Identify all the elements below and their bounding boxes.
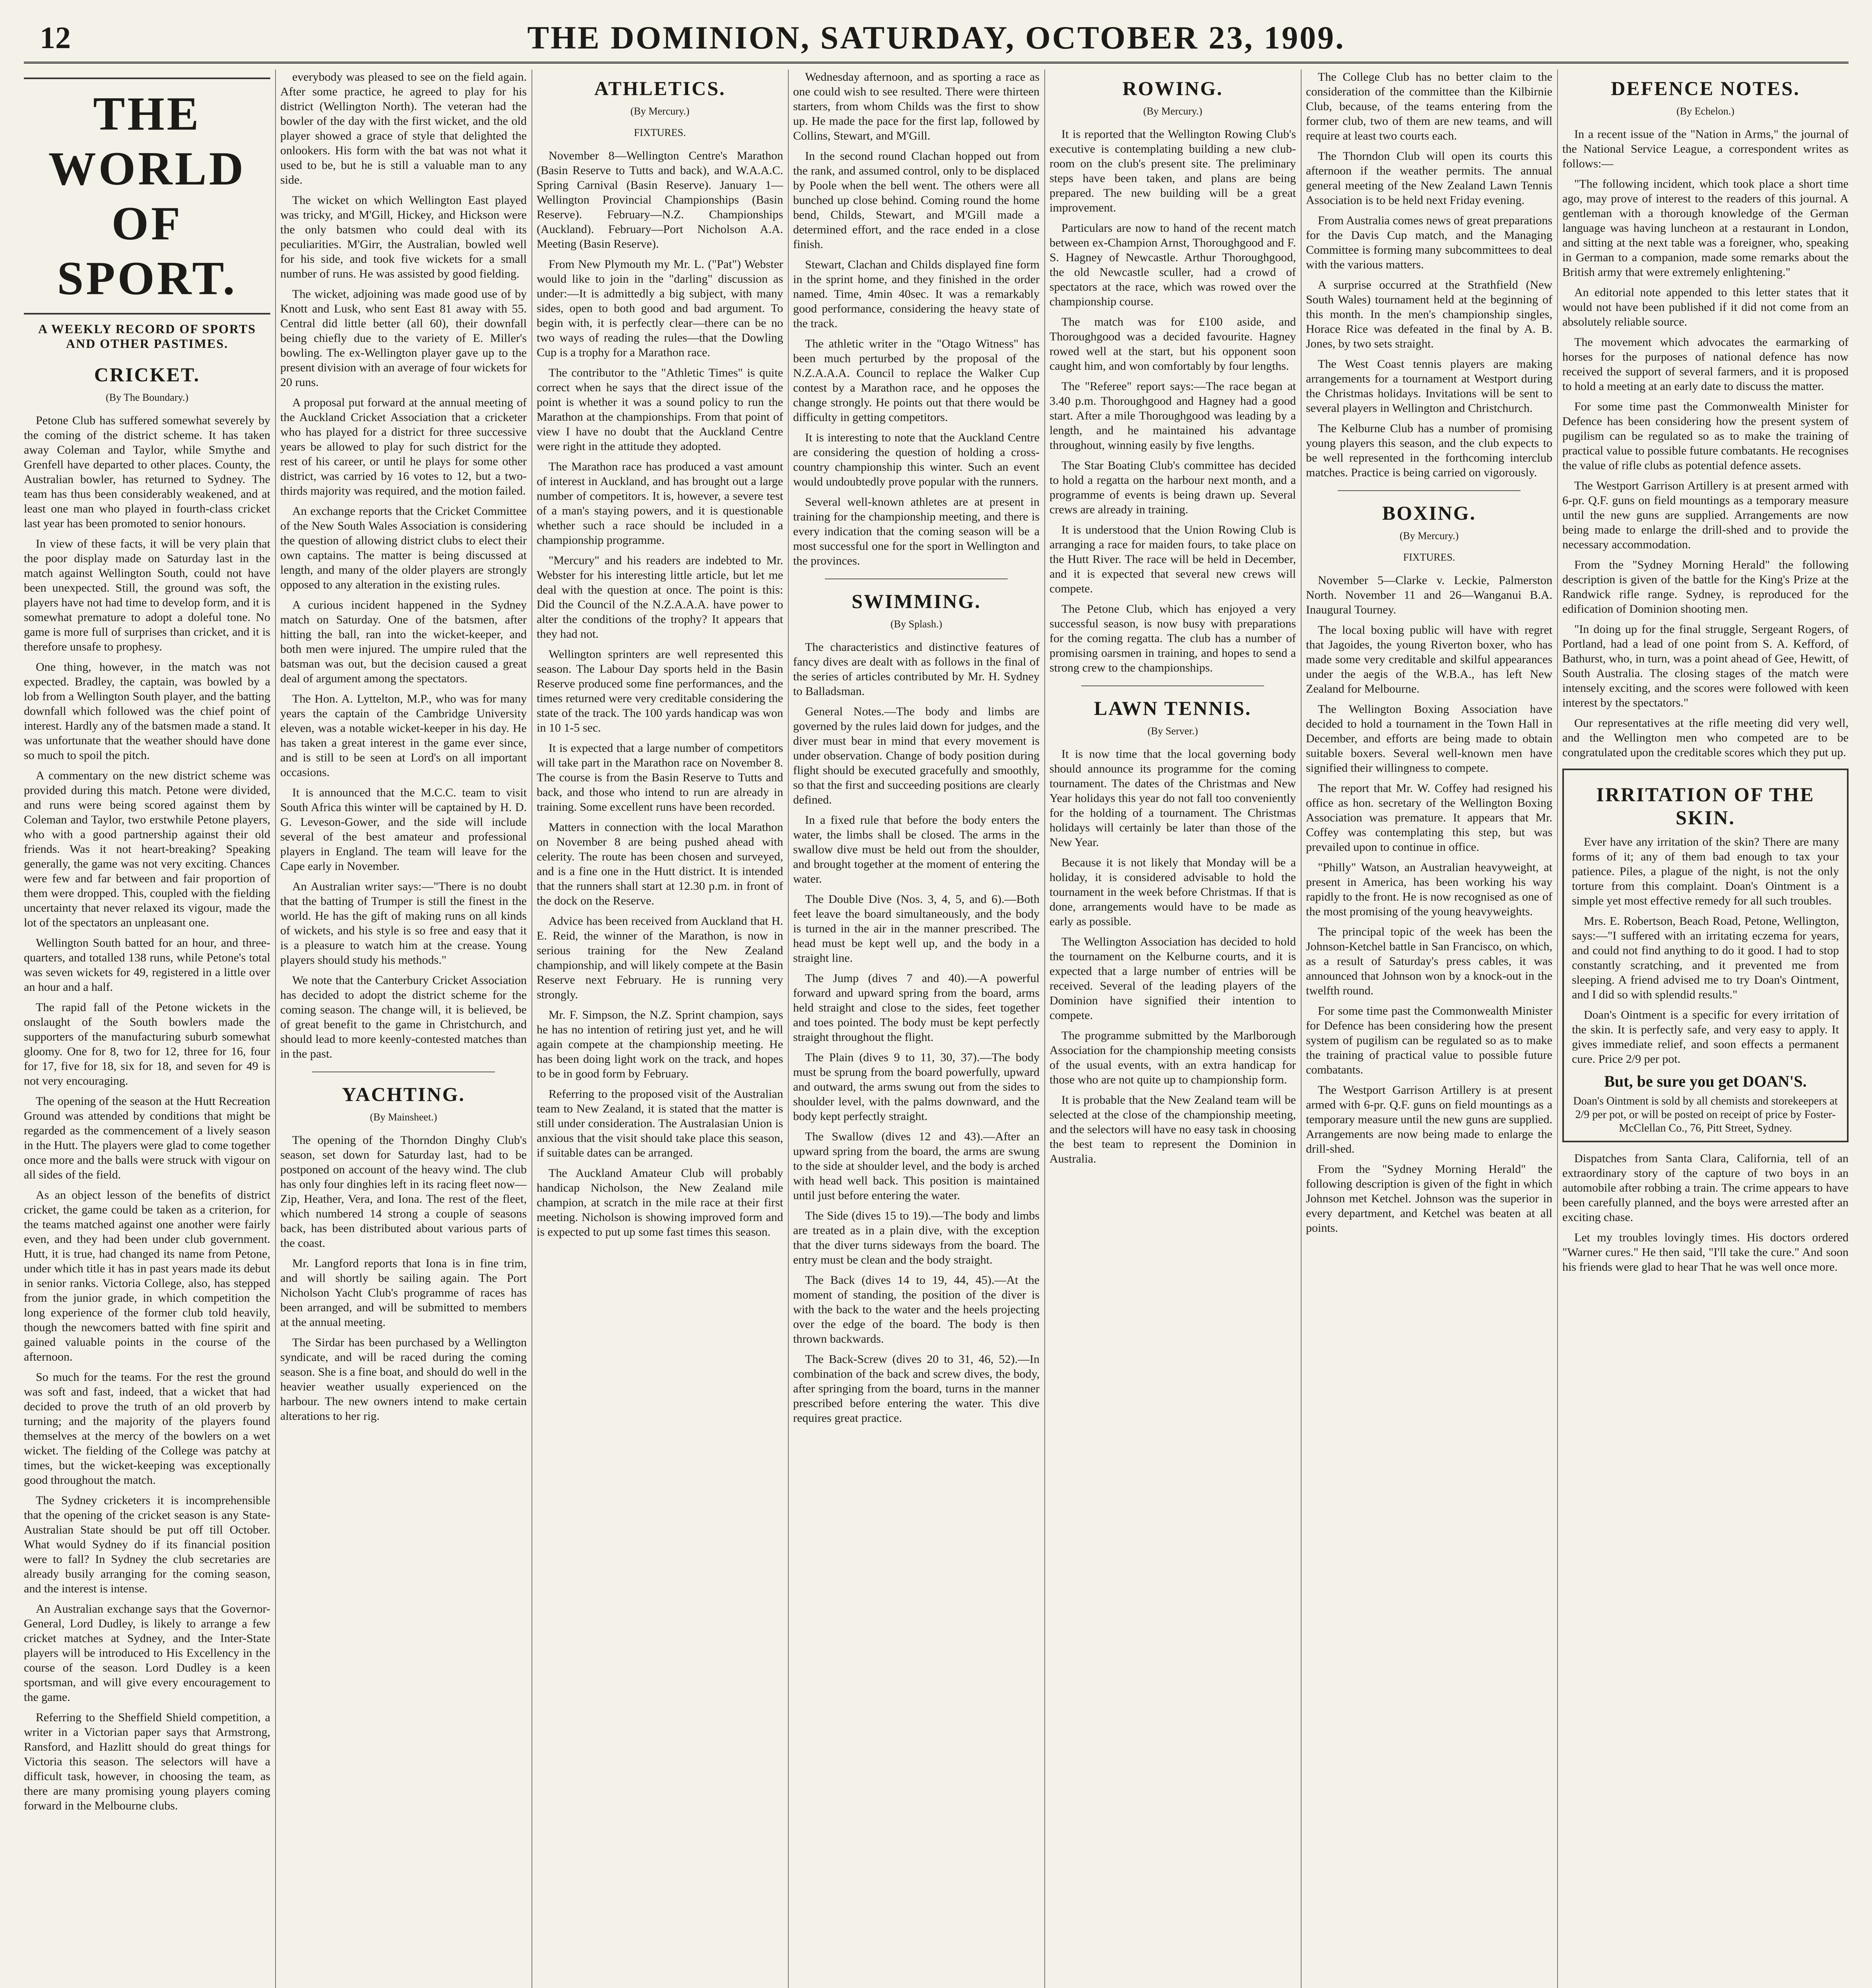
fixtures-heading: FIXTURES. xyxy=(634,127,686,138)
paragraph: The programme submitted by the Marlborough Association for the championship meeting consists of the usual events, with an extra handicap for those who are not quite up to championship form. xyxy=(1049,1029,1296,1086)
paragraph: It is expected that a large number of competitors will take part in the Marathon race on November 8. The course is from the Basin Reserve to Tutts and back, and those who intend to run are already in training. Some excellent runs have been recorded. xyxy=(537,742,783,813)
paragraph: An editorial note appended to this letter states that it would not have been published if it did not come from an absolutely reliable source. xyxy=(1562,286,1849,328)
paragraph: "Philly" Watson, an Australian heavyweight, at present in America, has been working his way rapidly to the front. He is now recognised as one of the most promising of the young heavyweights. xyxy=(1306,861,1552,918)
column-4 xyxy=(793,70,1040,1988)
paragraph: Referring to the Sheffield Shield competition, a writer in a Victorian paper says that Armstrong, Ransford, and Hazlitt should do great things for Victoria this season. The selectors will have a difficult task, however, in choosing the team, as there are many promising young players coming forward in the Melbourne clubs. xyxy=(24,1711,270,1812)
byline-athletics: (By Mercury.) xyxy=(630,105,690,117)
ad-text: Doan's Ointment is sold by all chemists and storekeepers at 2/9 per pot, or will be posted on receipt of price by Foster-McClellan Co., 76, Pitt Street, Sydney. xyxy=(1573,1095,1838,1134)
paragraph: The Kelburne Club has a number of promising young players this season, and the club expects to be well represented in the forthcoming interclub matches. Practice is being carried on vigorously. xyxy=(1306,422,1552,479)
ad-tagline: But, be sure you get DOAN'S. xyxy=(1604,1072,1807,1090)
paragraph: The Star Boating Club's committee has decided to hold a regatta on the harbour next month, and a programme of events is being drawn up. Several crews are already in training. xyxy=(1049,459,1296,516)
heading-defence-notes: DEFENCE NOTES. xyxy=(1611,77,1800,99)
paragraph: In the second round Clachan hopped out from the rank, and assumed control, only to be displaced by Poole when the bell went. The others were all bunched up close behind. Coming round the home bend, Childs, Stewart, and M'Gill made a determined effort, and the race ended in a close finish. xyxy=(793,149,1040,251)
paragraph: It is understood that the Union Rowing Club is arranging a race for maiden fours, to take place on the Hutt River. The race will be held in December, and it is expected that several new crews will compete. xyxy=(1049,523,1296,595)
paragraph: The Wellington Association has decided to hold the tournament on the Kelburne courts, and it is expected that a large number of entries will be received. Several of the leading players of the Dominion have signified their intention to compete. xyxy=(1049,935,1296,1022)
paragraph: Several well-known athletes are at present in training for the championship meeting, and there is every indication that the coming season will be a most successful one for the sport in Wellington and the provinces. xyxy=(793,495,1040,567)
byline-rowing: (By Mercury.) xyxy=(1143,105,1203,117)
paragraph: Our representatives at the rifle meeting did very well, and the Wellington men who competed are to be congratulated upon the creditable scores which they put up. xyxy=(1562,716,1849,759)
paragraph: Matters in connection with the local Marathon on November 8 are being pushed ahead with celerity. The route has been chosen and surveyed, and is a fine one in the Hutt district. It is intended that the runners shall start at 12.30 p.m. in front of the dock on the Reserve. xyxy=(537,821,783,907)
paragraph: A surprise occurred at the Strathfield (New South Wales) tournament held at the beginning of this month. In the men's championship singles, Horace Rice was defeated in the final by A. B. Jones, by two sets straight. xyxy=(1306,278,1552,350)
section-divider xyxy=(1338,490,1521,491)
paragraph: The rapid fall of the Petone wickets in the onslaught of the South bowlers made the supporters of the manufacturing suburb somewhat gloomy. One for 8, two for 12, three for 16, four for 17, five for 18, six for 18, and seven for 49 is not very encouraging. xyxy=(24,1001,270,1087)
paragraph: The Back (dives 14 to 19, 44, 45).—At the moment of standing, the position of the diver is with the back to the water and the heels projecting over the edge of the board. The body is then thrown backwards. xyxy=(793,1274,1040,1345)
paragraph: "Mercury" and his readers are indebted to Mr. Webster for his interesting little article, but let me deal with the question at once. The point is this: Did the Council of the N.Z.A.A.A. have power to alter the conditions of the trophy? It appears that they had not. xyxy=(537,554,783,641)
paragraph: It is now time that the local governing body should announce its programme for the coming tournament. The dates of the Christmas and New Year holidays this year do not fall too conveniently for the holding of a tournament. The Christmas holidays will certainly be later than those of the New Year. xyxy=(1049,747,1296,849)
column-divider xyxy=(1557,70,1558,1988)
paragraph: Wednesday afternoon, and as sporting a race as one could wish to see resulted. There were thirteen starters, from whom Childs was the first to show up. He made the pace for the first lap, followed by Collins, Stewart, and M'Gill. xyxy=(793,70,1040,142)
paragraph: Ever have any irritation of the skin? There are many forms of it; any of them bad enough to tax your patience. Piles, a plague of the night, is not the only torture from this complaint. Doan's Ointment is a simple yet most effective remedy for all such troubles. xyxy=(1572,835,1839,907)
paragraph: The Auckland Amateur Club will probably handicap Nicholson, the New Zealand mile champion, at scratch in the mile race at their first meeting. Nicholson is showing improved form and is expected to put up some fast times this season. xyxy=(537,1167,783,1239)
paragraph: The Westport Garrison Artillery is at present armed with 6-pr. Q.F. guns on field mountings as a temporary measure until the new guns are supplied. Arrangements are now being made to enlarge the drill-shed. xyxy=(1306,1083,1552,1155)
heading-cricket: CRICKET. xyxy=(94,363,200,386)
section-title-world-of-sport: THE WORLD OF SPORT. xyxy=(24,78,270,315)
paragraph: The Side (dives 15 to 19).—The body and limbs are treated as in a plain dive, with the exception that the diver turns sideways from the board. The entry must be clean and the body straight. xyxy=(793,1209,1040,1266)
paragraph: The West Coast tennis players are making arrangements for a tournament at Westport during the Christmas holidays. Invitations will be sent to several players in Wellington and Christchurch. xyxy=(1306,357,1552,415)
section-divider xyxy=(1081,685,1264,686)
section-subtitle: A WEEKLY RECORD OF SPORTS AND OTHER PASTIMES. xyxy=(38,322,256,351)
paragraph: The Swallow (dives 12 and 43).—After an upward spring from the board, the arms are swung to the side at shoulder level, and the body is arched with head well back. This position is maintained until just before entering the water. xyxy=(793,1130,1040,1202)
column-6 xyxy=(1306,70,1552,1988)
column-divider xyxy=(275,70,276,1988)
paragraph: The wicket on which Wellington East played was tricky, and M'Gill, Hickey, and Hickson were the only batsmen who could deal with its peculiarities. M'Girr, the Australian, bowled well for his side, and took five wickets for a small number of runs. He was assisted by good fielding. xyxy=(280,194,527,280)
paragraph: One thing, however, in the match was not expected. Bradley, the captain, was bowled by a lob from a Wellington South player, and the batting downfall which followed was the chief point of interest. Hardly any of the batsmen made a stand. It was unfortunate that the weather should have done so much to spoil the pitch. xyxy=(24,660,270,762)
column-divider xyxy=(1044,70,1045,1988)
paragraph: From the "Sydney Morning Herald" the following description is given of the fight in which Johnson met Ketchel. Johnson was the superior in every department, and Ketchel was beaten at all points. xyxy=(1306,1163,1552,1235)
heading-athletics: ATHLETICS. xyxy=(594,77,726,99)
fixtures-list: November 8—Wellington Centre's Marathon (Basin Reserve to Tutts and back), and W.A.A.C. Spring Carnival (Basin Reserve). January 1—Wellington Provincial Championships (Basin Reserve). February—N.Z. Championships (Auckland). February—Port Nicholson A.A. Meeting (Basin Reserve). xyxy=(537,149,783,250)
paragraph: everybody was pleased to see on the field again. After some practice, he agreed to play for his district (Wellington North). The veteran had the bowler of the day with the first wicket, and the old player showed a grace of style that delighted the onlookers. His form with the bat was not what it used to be, but he is still a valuable man to any side. xyxy=(280,70,527,186)
paragraph: It is announced that the M.C.C. team to visit South Africa this winter will be captained by H. D. G. Leveson-Gower, and the side will include several of the best amateur and professional players in England. The team will leave for the Cape early in November. xyxy=(280,786,527,873)
paragraph: Mrs. E. Robertson, Beach Road, Petone, Wellington, says:—"I suffered with an irritating eczema for years, and could not find anything to do it good. I had to stop constantly scratching, and it prevented me from sleeping. A friend advised me to try Doan's Ointment, and I did so with splendid results." xyxy=(1572,914,1839,1001)
heading-lawn-tennis: LAWN TENNIS. xyxy=(1094,697,1252,719)
paragraph: The Petone Club, which has enjoyed a very successful season, is now busy with preparations for the coming regatta. The club has a number of promising oarsmen in training, and hopes to send a strong crew to the championships. xyxy=(1049,602,1296,674)
paragraph: As an object lesson of the benefits of district cricket, the game could be taken as a criterion, for the teams matched against one another were fairly even, and they had been under club government. Hutt, it is true, had changed its name from Petone, under which title it has in past years made its debut in senior ranks. Victoria College, also, has stepped from the junior grade, in which competition the long experience of the former club told heavily, though the newcomers batted with fine spirit and gained valuable points in the course of the afternoon. xyxy=(24,1188,270,1363)
paragraph: The principal topic of the week has been the Johnson-Ketchel battle in San Francisco, on which, as a result of Saturday's press cables, it was announced that Johnson won by a knock-out in the twelfth round. xyxy=(1306,925,1552,997)
paragraph: It is reported that the Wellington Rowing Club's executive is contemplating building a new club-room on the club's present site. The preliminary steps have been taken, and plans are being prepared. The new building will be a great improvement. xyxy=(1049,128,1296,214)
paragraph: The match was for £100 aside, and Thoroughgood was a decided favourite. Hagney rowed well at the start, but his opponent soon caught him, and won comfortably by four lengths. xyxy=(1049,315,1296,373)
byline-yachting: (By Mainsheet.) xyxy=(370,1111,437,1123)
paragraph: General Notes.—The body and limbs are governed by the rules laid down for judges, and the diver must bear in mind that every movement is under observation. Change of body position during flight should be executed gracefully and smoothly, so that the first and succeeding positions are clearly defined. xyxy=(793,705,1040,806)
paragraph: The Thorndon Club will open its courts this afternoon if the weather permits. The annual general meeting of the New Zealand Lawn Tennis Association is to be held next Friday evening. xyxy=(1306,149,1552,207)
paragraph: Mr. Langford reports that Iona is in fine trim, and will shortly be sailing again. The Port Nicholson Yacht Club's programme of races has been arranged, and will be submitted to members at the annual meeting. xyxy=(280,1257,527,1329)
paragraph: The College Club has no better claim to the consideration of the committee than the Kilbirnie Club, because, of the teams entering from the former club, two of them are new teams, and will require at least two courts each. xyxy=(1306,70,1552,142)
heading-boxing: BOXING. xyxy=(1382,502,1476,524)
paragraph: The athletic writer in the "Otago Witness" has been much perturbed by the proposal of the N.Z.A.A.A. Council to replace the Walker Cup contest by a Marathon race, and he opposes the change strongly. He points out that there would be difficulty in getting competitors. xyxy=(793,337,1040,424)
paragraph: Advice has been received from Auckland that H. E. Reid, the winner of the Marathon, is now in serious training for the New Zealand championship, and will likely compete at the Basin Reserve next February. He is running very strongly. xyxy=(537,914,783,1001)
paragraph: The Hon. A. Lyttelton, M.P., who was for many years the captain of the Cambridge University eleven, was a notable wicket-keeper in his day. He has taken a great interest in the game ever since, and is still to be seen at Lord's on all important occasions. xyxy=(280,692,527,779)
paragraph: The wicket, adjoining was made good use of by Knott and Lusk, who sent East 81 away with 55. Central did little better (all 60), their downfall being chiefly due to the variety of E. Miller's bowling. The ex-Wellington player gave up to the present division with an average of four wickets for 20 runs. xyxy=(280,287,527,389)
paragraph: Particulars are now to hand of the recent match between ex-Champion Arnst, Thoroughgood and F. S. Hagney of Newcastle. Arthur Thoroughgood, the old Newcastle sculler, had a crowd of spectators at the race, which was rowed over the championship course. xyxy=(1049,221,1296,308)
paragraph: A curious incident happened in the Sydney match on Saturday. One of the batsmen, after hitting the ball, ran into the wicket-keeper, and both men were injured. The umpire ruled that the batsman was out, but the decision caused a great deal of argument among the spectators. xyxy=(280,598,527,685)
paragraph: The "Referee" report says:—The race began at 3.40 p.m. Thoroughgood and Hagney had a good start. After a mile Thoroughgood was leading by a length, and he maintained his advantage throughout, winning easily by five lengths. xyxy=(1049,380,1296,452)
paragraph: The movement which advocates the earmarking of horses for the purposes of national defence has now received the support of several farmers, and it is proposed to hold a meeting at an early date to discuss the matter. xyxy=(1562,336,1849,393)
paragraph: An Australian writer says:—"There is no doubt that the batting of Trumper is still the finest in the world. He has the gift of making runs on all kinds of wickets, and his style is so free and easy that it is a pleasure to watch him at the crease. Young players should study his methods." xyxy=(280,880,527,967)
paragraph: The characteristics and distinctive features of fancy dives are dealt with as follows in the final of the series of articles contributed by Mr. H. Sydney to Balladsman. xyxy=(793,641,1040,698)
paragraph: The Plain (dives 9 to 11, 30, 37).—The body must be sprung from the board powerfully, upward and outward, the arms swung out from the sides to shoulder level, with the palms downward, and the body kept perfectly straight. xyxy=(793,1051,1040,1123)
paragraph: Stewart, Clachan and Childs displayed fine form in the sprint home, and they finished in the order named. Time, 4min 40sec. It was a remarkably good performance, considering the heavy state of the track. xyxy=(793,258,1040,330)
paragraph: From New Plymouth my Mr. L. ("Pat") Webster would like to join in the "darling" discussion as under:—It is admittedly a big subject, with many sides, open to both good and bad argument. To begin with, it is perfectly clear—there can be no two ways of reading the rules—that the Dowling Cup is a trophy for a Marathon race. xyxy=(537,258,783,359)
paragraph: We note that the Canterbury Cricket Association has decided to adopt the district scheme for the coming season. The change will, it is believed, be of great benefit to the game in Christchurch, and should lead to more keenly-contested matches than in the past. xyxy=(280,974,527,1060)
paragraph: So much for the teams. For the rest the ground was soft and fast, indeed, that a wicket that had decided to prove the truth of an old proverb by turning; and the majority of the players found themselves at the mercy of the bowlers on a wet wicket. The fielding of the College was patchy at times, but the wicket-keeping was exceptionally good throughout the match. xyxy=(24,1371,270,1487)
byline-defence: (By Echelon.) xyxy=(1676,105,1734,117)
paragraph: An exchange reports that the Cricket Committee of the New South Wales Association is considering the question of allowing district clubs to elect their own captains. The matter is being discussed at length, and many of the older players are strongly opposed to any alteration in the existing rules. xyxy=(280,505,527,591)
paragraph: Doan's Ointment is a specific for every irritation of the skin. It is perfectly safe, and very easy to apply. It gives immediate relief, and soon effects a permanent cure. Price 2/9 per pot. xyxy=(1572,1008,1839,1066)
paragraph: The Wellington Boxing Association have decided to hold a tournament in the Town Hall in December, and efforts are being made to obtain suitable boxers. Several well-known men have signified their willingness to compete. xyxy=(1306,703,1552,775)
paragraph: For some time past the Commonwealth Minister for Defence has been considering how the present system of pugilism can be regulated so as to make the training of practical value to possible future combatants. xyxy=(1306,1004,1552,1076)
paragraph: The local boxing public will have with regret that Jagoides, the young Riverton boxer, who has made some very creditable and skilful appearances under the aegis of the W.B.A., has left New Zealand for Melbourne. xyxy=(1306,623,1552,695)
column-2 xyxy=(280,70,527,1988)
masthead xyxy=(24,16,1849,64)
advertisement-skin xyxy=(1562,769,1849,1142)
paragraph: Wellington South batted for an hour, and three-quarters, and totalled 138 runs, while Petone's total was seven wickets for 49, registered in a little over an hour and a half. xyxy=(24,936,270,994)
heading-yachting: YACHTING. xyxy=(342,1083,465,1105)
paragraph: It is interesting to note that the Auckland Centre are considering the question of holding a cross-country championship this winter. Such an event would undoubtedly prove popular with the runners. xyxy=(793,431,1040,488)
column-3 xyxy=(537,70,783,1988)
byline-swimming: (By Splash.) xyxy=(890,618,942,630)
column-divider xyxy=(1301,70,1302,1988)
paragraph: From Australia comes news of great preparations for the Davis Cup match, and the Managing Committee is forming many subcommittees to deal with the various matters. xyxy=(1306,214,1552,271)
paragraph: Wellington sprinters are well represented this season. The Labour Day sports held in the Basin Reserve produced some fine performances, and the times returned were very creditable considering the state of the track. The 100 yards handicap was won in 10 1-5 sec. xyxy=(537,648,783,734)
paragraph: Because it is not likely that Monday will be a holiday, it is considered advisable to hold the tournament in the week before Christmas. If that is done, arrangements would have to be made as early as possible. xyxy=(1049,856,1296,928)
paragraph: It is probable that the New Zealand team will be selected at the close of the championship meeting, and the selectors will have no easy task in choosing the best team to represent the Dominion in Australia. xyxy=(1049,1093,1296,1165)
paragraph: From the "Sydney Morning Herald" the following description is given of the battle for the King's Prize at the Randwick rifle range. Sydney, is reproduced for the edification of Dominion shooting men. xyxy=(1562,558,1849,615)
paragraph: The Jump (dives 7 and 40).—A powerful forward and upward spring from the board, arms held straight and close to the sides, feet together and toes pointed. The body must be kept perfectly straight throughout the flight. xyxy=(793,972,1040,1044)
paragraph: The opening of the season at the Hutt Recreation Ground was attended by conditions that might be regarded as the commencement of a lively season in the Hutt. The players were glad to come together once more and the balls were struck with vigour on all sides of the field. xyxy=(24,1095,270,1181)
paragraph: The Double Dive (Nos. 3, 4, 5, and 6).—Both feet leave the board simultaneously, and the body is turned in the air in the manner prescribed. The head must be kept well up, and the body in a straight line. xyxy=(793,893,1040,965)
paragraph: The contributor to the "Athletic Times" is quite correct when he says that the direct issue of the point is whether it was a sound policy to run the Marathon at the championships. From that point of view I have no doubt that the Auckland Centre were right in the attitude they adopted. xyxy=(537,366,783,453)
page-number: 12 xyxy=(40,20,71,55)
byline-cricket: (By The Boundary.) xyxy=(106,392,188,403)
paragraph: Let my troubles lovingly times. His doctors ordered "Warner cures." He then said, "I'll take the cure." And soon his friends were glad to hear That he was well once more. xyxy=(1562,1231,1849,1274)
paragraph: Referring to the proposed visit of the Australian team to New Zealand, it is stated that the matter is still under consideration. The Australasian Union is anxious that the visit should take place this season, if suitable dates can be arranged. xyxy=(537,1087,783,1159)
paragraph: The Sydney cricketers it is incomprehensible that the opening of the cricket season is any State-Australian State should be put off till October. What would Sydney do if its financial position were to fall? In Sydney the club secretaries are already busily arranging for the coming season, and the interest is intense. xyxy=(24,1494,270,1595)
paragraph: An Australian exchange says that the Governor-General, Lord Dudley, is likely to arrange a few cricket matches at Sydney, and the Inter-State players will be introduced to His Excellency in the course of the season. Lord Dudley is a keen sportsman, and will give every encouragement to the game. xyxy=(24,1602,270,1704)
paragraph: For some time past the Commonwealth Minister for Defence has been considering how the present system of pugilism can be regulated so as to make the training of practical value to possible future combatants. He recognises the value of rifle clubs as potential defence assets. xyxy=(1562,400,1849,472)
paragraph: Dispatches from Santa Clara, California, tell of an extraordinary story of the capture of two boys in an automobile after robbing a train. The crime appears to have been carefully planned, and the boys were arrested after an exciting chase. xyxy=(1562,1152,1849,1224)
fixtures-list: November 5—Clarke v. Leckie, Palmerston North. November 11 and 26—Wanganui B.A. Inaugural Tourney. xyxy=(1306,574,1552,616)
column-1 xyxy=(24,70,270,1988)
paragraph: "The following incident, which took place a short time ago, may prove of interest to the readers of this journal. A gentleman with a thorough knowledge of the German language was having luncheon at a restaurant in London, and sitting at the next table was a foreigner, who, speaking in German to a companion, made some remarks about the British army that were extremely enlightening." xyxy=(1562,177,1849,279)
paragraph: In a recent issue of the "Nation in Arms," the journal of the National Service League, a correspondent writes as follows:— xyxy=(1562,128,1849,170)
byline-lawn-tennis: (By Server.) xyxy=(1147,725,1198,737)
paragraph: A proposal put forward at the annual meeting of the Auckland Cricket Association that a cricketer who has played for a district for three successive years be allowed to play for such district for the rest of his career, or until he plays for some other district, was carried by 16 votes to 12, but a two-thirds majority was required, and the motion failed. xyxy=(280,396,527,497)
fixtures-heading: FIXTURES. xyxy=(1403,551,1455,563)
newspaper-title: THE DOMINION, SATURDAY, OCTOBER 23, 1909. xyxy=(527,19,1345,56)
paragraph: The opening of the Thorndon Dinghy Club's season, set down for Saturday last, had to be postponed on account of the heavy wind. The club has only four dinghies left in its racing fleet now—Zip, Heather, Vera, and Iona. The rest of the fleet, which numbered 14 strong a couple of seasons back, has been distributed about various parts of the coast. xyxy=(280,1134,527,1250)
column-7 xyxy=(1562,70,1849,1988)
paragraph: The Sirdar has been purchased by a Wellington syndicate, and will be raced during the coming season. She is a fine boat, and should do well in the heavier weather usually experienced on the harbour. The new owners intend to make certain alterations to her rig. xyxy=(280,1336,527,1423)
paragraph: The Marathon race has produced a vast amount of interest in Auckland, and has brought out a large number of competitors. It is, however, a severe test of a man's staying powers, and it is questionable whether such a race should be included in a championship programme. xyxy=(537,460,783,547)
column-divider xyxy=(788,70,789,1988)
paragraph: The Back-Screw (dives 20 to 31, 46, 52).—In combination of the back and screw dives, the body, after springing from the board, turns in the manner prescribed before entering the water. This dive requires great practice. xyxy=(793,1353,1040,1425)
paragraph: In view of these facts, it will be very plain that the poor display made on Saturday last in the match against Wellington South, could not have been unexpected. Still, the ground was soft, the players have not had time to develop form, and it is somewhat premature to adopt a doleful tone. No game is more full of surprises than cricket, and it is therefore unsafe to prophesy. xyxy=(24,537,270,653)
paragraph: The report that Mr. W. Coffey had resigned his office as hon. secretary of the Wellington Boxing Association was premature. It appears that Mr. Coffey was contemplating this step, but was prevailed upon to continue in office. xyxy=(1306,782,1552,854)
paragraph: In a fixed rule that before the body enters the water, the limbs shall be closed. The arms in the swallow dive must be held out from the shoulder, and brought together at the moment of entering the water. xyxy=(793,813,1040,885)
byline-boxing: (By Mercury.) xyxy=(1399,530,1459,542)
ad-heading: IRRITATION OF THE SKIN. xyxy=(1596,783,1815,829)
heading-swimming: SWIMMING. xyxy=(852,590,981,612)
paragraph: The Westport Garrison Artillery is at present armed with 6-pr. Q.F. guns on field mountings as a temporary measure until the new guns are supplied. Arrangements are now being made to enlarge the drill-shed and to provide the necessary accommodation. xyxy=(1562,479,1849,551)
paragraph: Petone Club has suffered somewhat severely by the coming of the district scheme. It has taken away Coleman and Taylor, while Smythe and Grenfell have departed to other places. County, the Australian bowler, has returned to Sydney. The team has thus been considerably weakened, and at least one man who played in fourth-class cricket last year has been promoted to senior honours. xyxy=(24,414,270,530)
column-5 xyxy=(1049,70,1296,1988)
paragraph: A commentary on the new district scheme was provided during this match. Petone were divided, and runs were being scored against them by Coleman and Taylor, two erstwhile Petone players, who with a good partnership against their old friends. Was it not heart-breaking? Speaking generally, the game was not very exciting. Chances were few and far between and fair proportion of them were dropped. This, coupled with the fielding uncertainty that never relaxed its vigour, made the lot of the spectators an unpleasant one. xyxy=(24,769,270,929)
paragraph: "In doing up for the final struggle, Sergeant Rogers, of Portland, had a lead of one point from S. A. Kefford, of Bathurst, who, in turn, was a point ahead of Gee, Hewitt, of South Australia. The closing stages of the match were intensely exciting, and the scores were followed with keen interest by the spectators." xyxy=(1562,623,1849,709)
paragraph: Mr. F. Simpson, the N.Z. Sprint champion, says he has no intention of retiring just yet, and he will again compete at the championship meeting. He has been doing light work on the track, and hopes to be in good form by February. xyxy=(537,1008,783,1080)
heading-rowing: ROWING. xyxy=(1122,77,1223,99)
